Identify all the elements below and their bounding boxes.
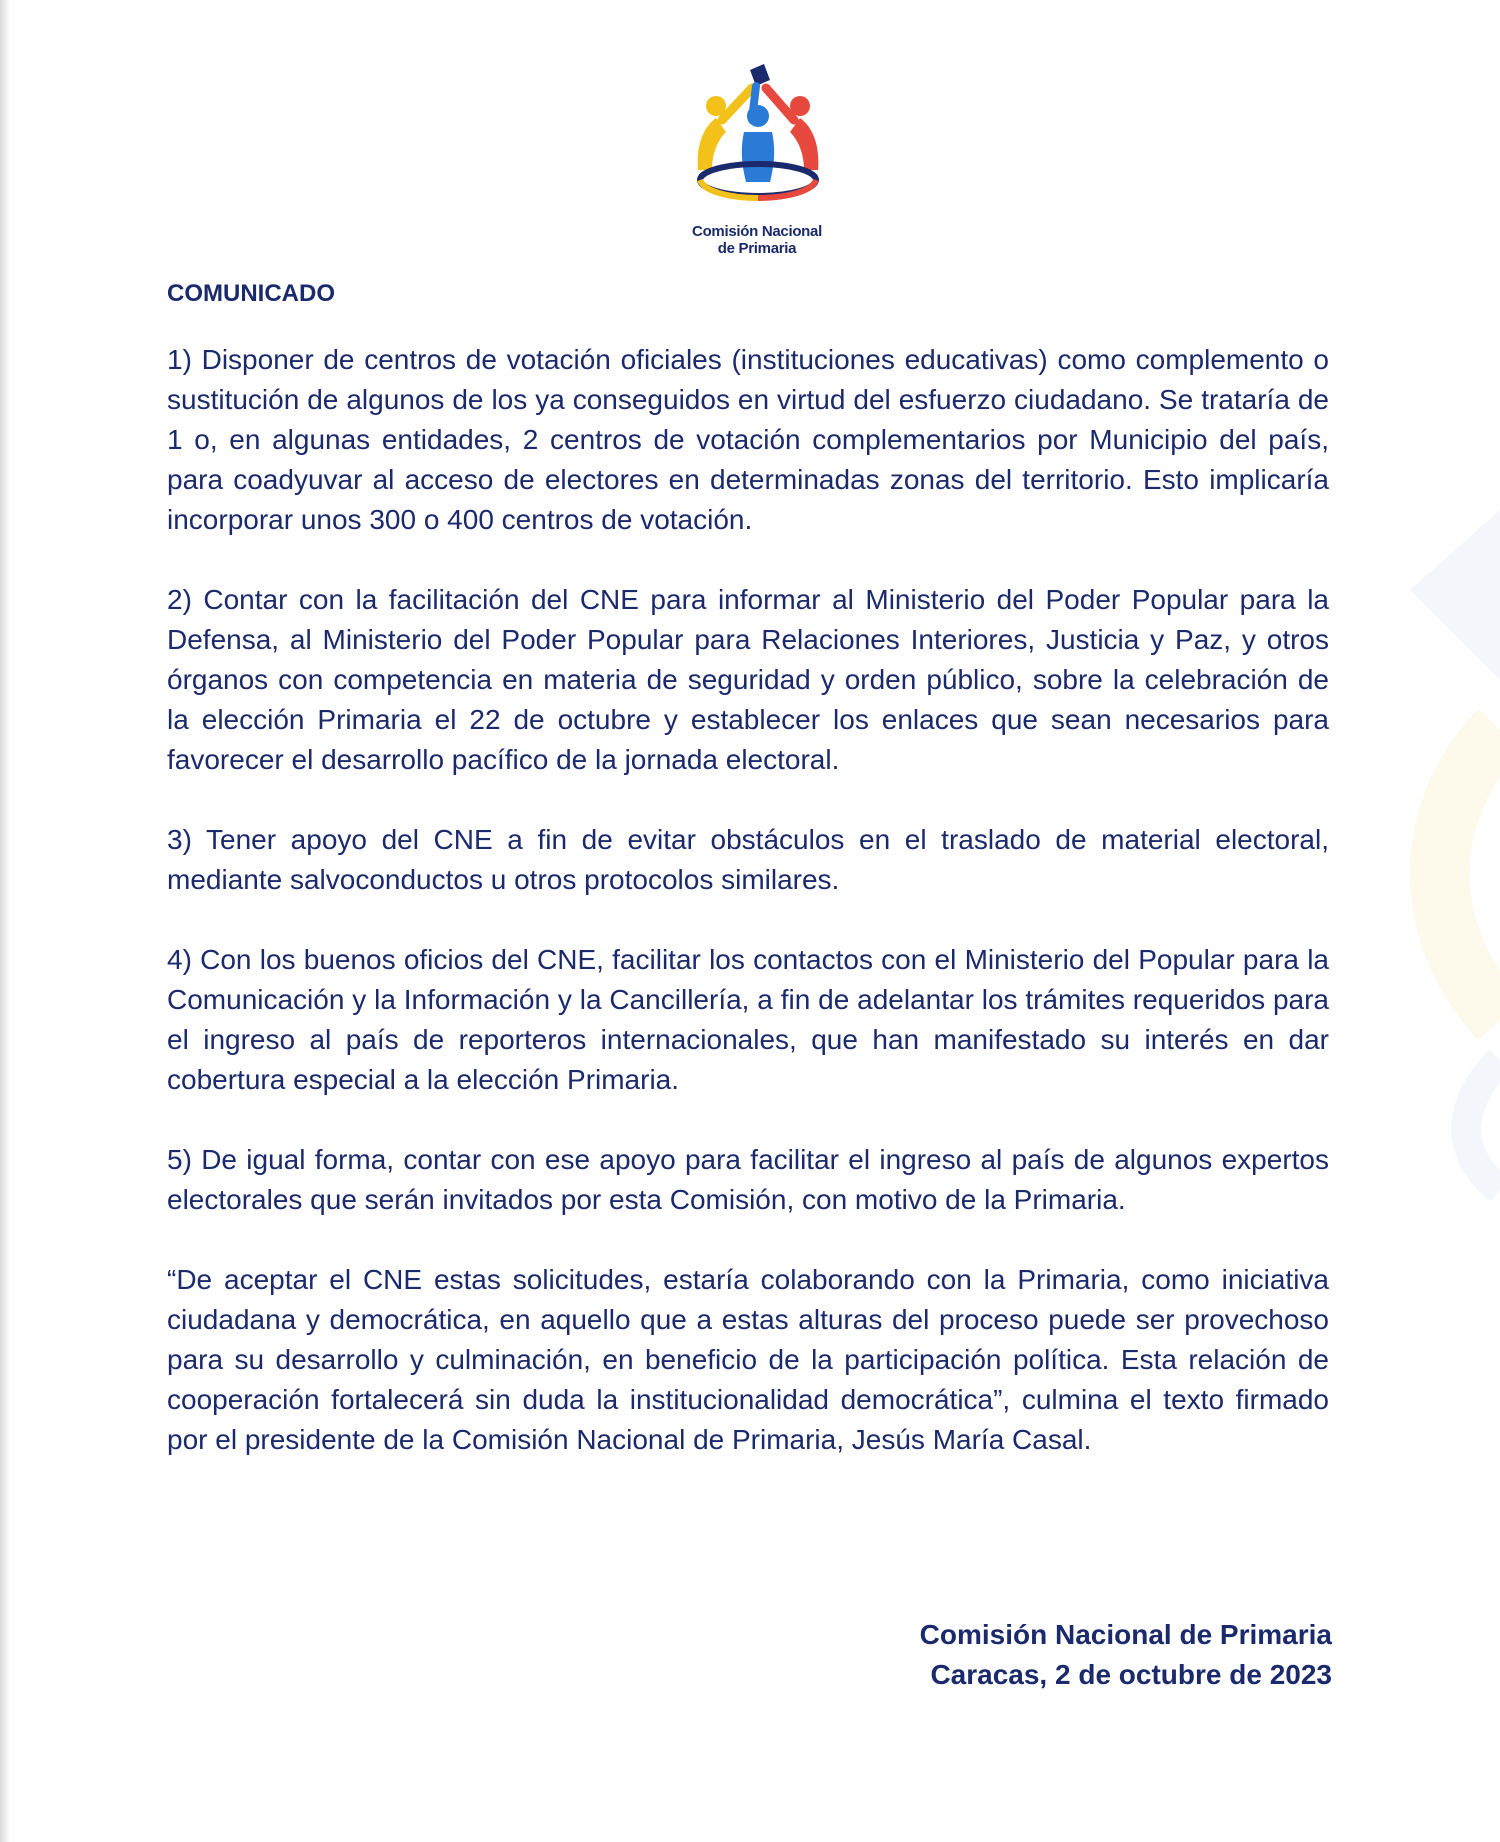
paragraph-5: 5) De igual forma, contar con ese apoyo para facilitar el ingreso al país de algunos expertos electorales que serán invitados por esta Comisión, con motivo de la Primaria. (167, 1144, 1329, 1215)
document-heading: COMUNICADO (167, 280, 335, 307)
paragraph-4: 4) Con los buenos oficios del CNE, facilitar los contactos con el Ministerio del Popular para la Comunicación y la Información y la Cancillería, a fin de adelantar los trámites requeridos para el ingreso al país de reporteros internacionales, que han manifestado su interés en dar cobertura especial a la elección Primaria. (167, 944, 1329, 1095)
page-edge-shadow (0, 0, 10, 1842)
ballot-people-icon (682, 58, 832, 223)
paragraph-3: 3) Tener apoyo del CNE a fin de evitar obstáculos en el traslado de material electoral, mediante salvoconductos u otros protocolos similares. (167, 824, 1329, 895)
watermark-logo (1370, 500, 1500, 1200)
paragraph-1: 1) Disponer de centros de votación oficiales (instituciones educativas) como complemento o sustitución de algunos de los ya conseguidos en virtud del esfuerzo ciudadano. Se trataría de 1 o, en algunas entidades, 2 centros de votación complementarios por Municipio del país, para coadyuvar al acceso de electores en determinadas zonas del territorio. Esto implicaría incorporar unos 300 o 400 centros de votación. (167, 344, 1329, 535)
signature-place-date: Caracas, 2 de octubre de 2023 (930, 1659, 1332, 1690)
paragraph-2: 2) Contar con la facilitación del CNE para informar al Ministerio del Poder Popular para la Defensa, al Ministerio del Poder Popular para Relaciones Interiores, Justicia y Paz, y otros órganos con competencia en materia de seguridad y orden público, sobre la celebración de la elección Primaria el 22 de octubre y establecer los enlaces que sean necesarios para favorecer el desarrollo pacífico de la jornada electoral. (167, 584, 1329, 775)
paragraph-quote: “De aceptar el CNE estas solicitudes, estaría colaborando con la Primaria, como iniciativa ciudadana y democrática, en aquello que a estas alturas del proceso puede ser provechoso para su desarrollo y culminación, en beneficio de la participación política. Esta relación de cooperación fortalecerá sin duda la institucionalidad democrática”, culmina el texto firmado por el presidente de la Comisión Nacional de Primaria, Jesús María Casal. (167, 1264, 1329, 1455)
document-body (167, 340, 1329, 1460)
organization-logo (682, 58, 832, 258)
signature-block (920, 1615, 1332, 1695)
logo-caption-line1: Comisión Nacional (692, 223, 822, 240)
logo-caption-line2: de Primaria (717, 240, 797, 257)
signature-organization: Comisión Nacional de Primaria (919, 1619, 1332, 1650)
